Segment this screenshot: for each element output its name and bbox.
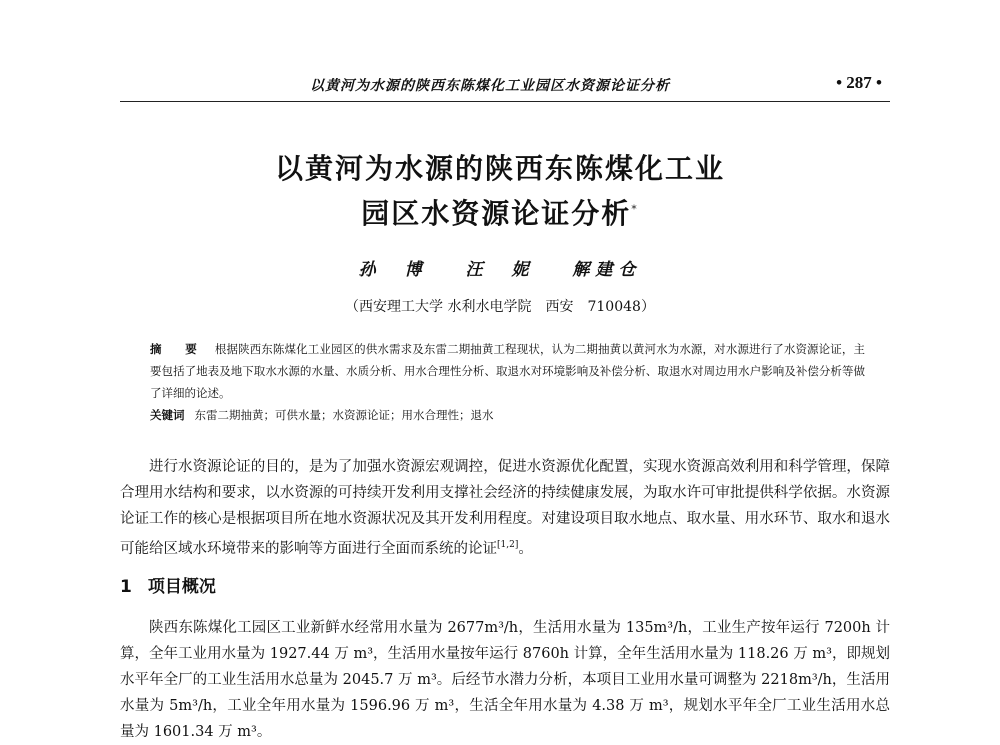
abstract-text: 根据陕西东陈煤化工业园区的供水需求及东雷二期抽黄工程现状，认为二期抽黄以黄河水为水源，对水源进行了水资源论证，主要包括了地表及地下取水水源的水量、水质分析、用水合理性分析、取退水对环境影响及补偿分析、取退水对周边用水户影响及补偿分析等做了详细的论述。 xyxy=(150,342,866,400)
abstract-label: 摘 要 xyxy=(150,342,203,356)
title-footnote-mark: * xyxy=(631,202,639,216)
section-heading xyxy=(120,572,216,597)
author-list xyxy=(0,255,1000,280)
author-name: 孙 博 xyxy=(358,260,428,280)
keywords xyxy=(150,404,865,426)
page-number: • 287 • xyxy=(836,73,882,92)
running-header xyxy=(120,73,890,102)
keywords-text: 东雷二期抽黄；可供水量；水资源论证；用水合理性；退水 xyxy=(194,408,494,422)
running-title: 以黄河为水源的陕西东陈煤化工业园区水资源论证分析 xyxy=(310,78,670,94)
abstract xyxy=(150,338,865,404)
author-name: 解建仓 xyxy=(572,260,642,280)
section-title: 项目概况 xyxy=(147,577,216,597)
affiliation: （西安理工大学 水利水电学院 西安 710048） xyxy=(345,299,655,315)
intro-paragraph: 进行水资源论证的目的，是为了加强水资源宏观调控，促进水资源优化配置，实现水资源高效利用和科学管理，保障合理用水结构和要求，以水资源的可持续开发利用支撑社会经济的持续健康发展，为取水许可审批提供科学依据。水资源论证工作的核心是根据项目所在地水资源状况及其开发利用程度。对建设项目取水地点、取水量、用水环节、取水和退水可能给区域水环境带来的影响等方面进行全面而系统的论证[1,2]。 xyxy=(120,459,890,557)
paper-title-line-1: 以黄河为水源的陕西东陈煤化工业 xyxy=(274,152,725,185)
author-name: 汪 妮 xyxy=(465,260,535,280)
section-number: 1 xyxy=(120,577,132,597)
abstract-block xyxy=(150,338,865,426)
keywords-label: 关键词 xyxy=(150,408,185,422)
section-paragraph: 陕西东陈煤化工园区工业新鲜水经常用水量为 2677m³/h，生活用水量为 135m³/h，工业生产按年运行 7200h 计算，全年工业用水量为 1927.44 万 m³，生活用水量按年运行 8760h 计算，全年生活用水量为 118.26 万 m³，即规划水平年全厂的工业生活用水总量为 2045.7 万 m³。后经节水潜力分析，本项目工业用水量可调整为 2218m³/h，生活用水量为 5m³/h，工业全年用水量为 1596.96 万 m³，生活全年用水量为 4.38 万 m³，规划水平年全厂工业生活用水总量为 1601.34 万 m³。 xyxy=(120,620,890,740)
paper-title-line-2: 园区水资源论证分析* xyxy=(361,197,639,230)
citation: [1,2] xyxy=(497,540,519,550)
